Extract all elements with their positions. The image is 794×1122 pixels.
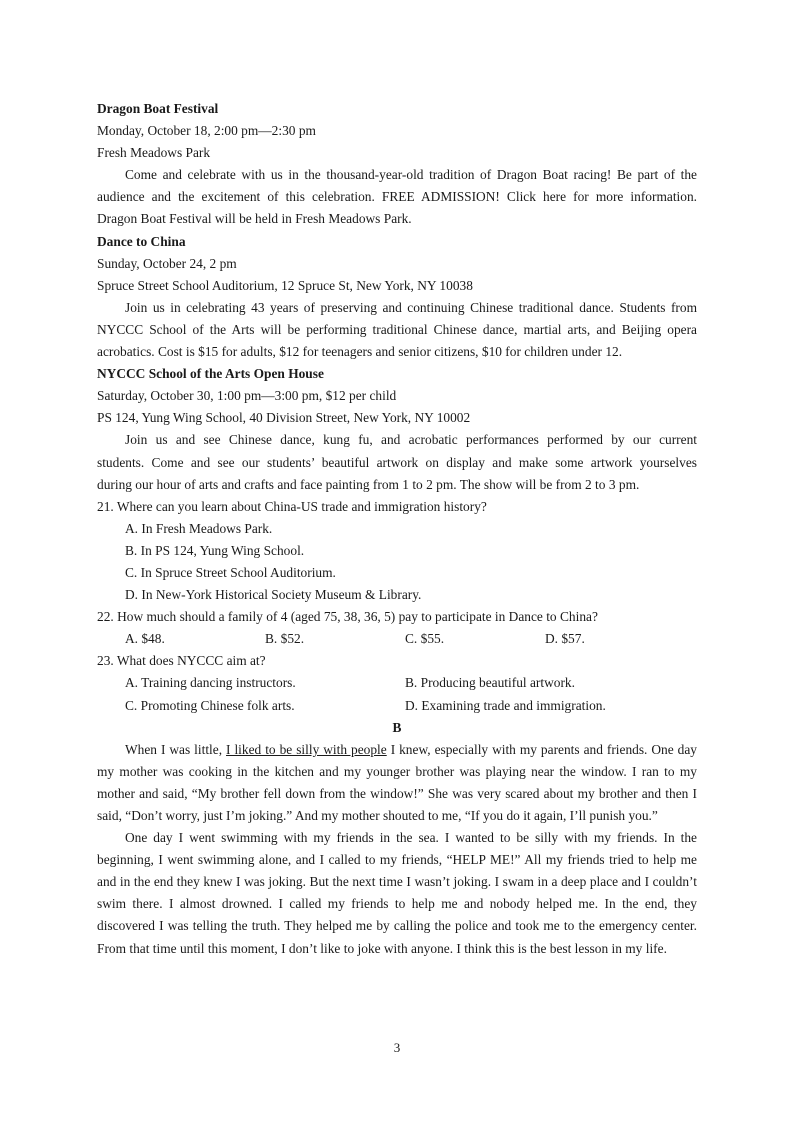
event-title: Dance to China <box>97 233 186 249</box>
answer-option: C. In Spruce Street School Auditorium. <box>125 564 336 580</box>
passage-text: I knew, especially with my parents and friends. One day my mother was cooking in the kitchen and my younger brother was playing near the window. I ran to my mother and said, “My brother fell down from the window!” She was very scared about my brother and then I said, “Don’t worry, just I’m joking.” And my mother shouted to me, “If you do it again, I’ll punish you.” <box>97 741 697 823</box>
question-stem: 23. What does NYCCC aim at? <box>97 653 266 669</box>
event-place: Spruce Street School Auditorium, 12 Spruce St, New York, NY 10038 <box>97 277 473 293</box>
answer-options-row <box>97 628 697 650</box>
document-page <box>97 98 697 960</box>
event-desc-line: Come and celebrate with us in the thousand-year-old tradition of Dragon Boat racing! Be part of the <box>125 167 697 183</box>
answer-option: A. $48. <box>125 631 165 647</box>
event-time: Monday, October 18, 2:00 pm—2:30 pm <box>97 123 316 139</box>
question-stem: 21. Where can you learn about China-US trade and immigration history? <box>97 498 487 514</box>
event-desc-line: students. Come and see our students’ beautiful artwork on display and make some artwork yourselves <box>97 454 697 470</box>
answer-option: D. $57. <box>545 631 585 647</box>
event-desc-line: Join us and see Chinese dance, kung fu, and acrobatic performances performed by our current <box>125 432 697 448</box>
event-place: PS 124, Yung Wing School, 40 Division Street, New York, NY 10002 <box>97 410 471 426</box>
answer-options-row <box>97 695 697 717</box>
event-desc-line: NYCCC School of the Arts will be performing traditional Chinese dance, martial arts, and Beijing opera <box>97 321 697 337</box>
event-desc-line: acrobatics. Cost is $15 for adults, $12 for teenagers and senior citizens, $10 for children under 12. <box>97 344 623 360</box>
answer-option: A. In Fresh Meadows Park. <box>125 520 273 536</box>
event-place: Fresh Meadows Park <box>97 145 211 161</box>
answer-option: D. In New-York Historical Society Museum & Library. <box>125 587 422 603</box>
event-desc-line: Dragon Boat Festival will be held in Fresh Meadows Park. <box>97 211 412 227</box>
event-title: Dragon Boat Festival <box>97 101 219 116</box>
answer-option: C. Promoting Chinese folk arts. <box>125 697 295 713</box>
event-desc-line: during our hour of arts and crafts and face painting from 1 to 2 pm. The show will be from 2 to 3 pm. <box>97 476 640 492</box>
passage-paragraph <box>97 739 697 827</box>
event-time: Sunday, October 24, 2 pm <box>97 255 237 271</box>
section-heading: B <box>392 719 402 735</box>
answer-options-row <box>97 672 697 694</box>
page-number: 3 <box>393 1040 401 1055</box>
answer-option: B. $52. <box>265 631 305 647</box>
question-stem: 22. How much should a family of 4 (aged 75, 38, 36, 5) pay to participate in Dance to China? <box>97 609 598 625</box>
answer-option: D. Examining trade and immigration. <box>405 697 606 713</box>
answer-option: A. Training dancing instructors. <box>125 675 296 691</box>
event-title: NYCCC School of the Arts Open House <box>97 366 324 382</box>
event-time: Saturday, October 30, 1:00 pm—3:00 pm, $12 per child <box>97 388 397 404</box>
answer-option: B. Producing beautiful artwork. <box>405 675 575 691</box>
underlined-phrase: I liked to be silly with people <box>226 741 387 757</box>
passage-text: When I was little, <box>125 741 227 757</box>
answer-option: C. $55. <box>405 631 445 647</box>
event-desc-line: audience and the excitement of this celebration. FREE ADMISSION! Click here for more information. <box>97 189 697 205</box>
passage-paragraph: One day I went swimming with my friends in the sea. I wanted to be silly with my friends. In the beginning, I went swimming alone, and I called to my friends, “HELP ME!” All my friends tried to help me and in the end they knew I was joking. But the next time I wasn’t joking. I swam in a deep place and I couldn’t swim there. I almost drowned. I called my friends to help me and nobody helped me. In the end, they discovered I was telling the truth. They helped me by calling the police and took me to the emergency center. From that time until this moment, I don’t like to joke with anyone. I think this is the best lesson in my life. <box>97 830 697 956</box>
answer-option: B. In PS 124, Yung Wing School. <box>125 542 305 558</box>
event-desc-line: Join us in celebrating 43 years of preserving and continuing Chinese traditional dance. Students from <box>125 299 697 315</box>
